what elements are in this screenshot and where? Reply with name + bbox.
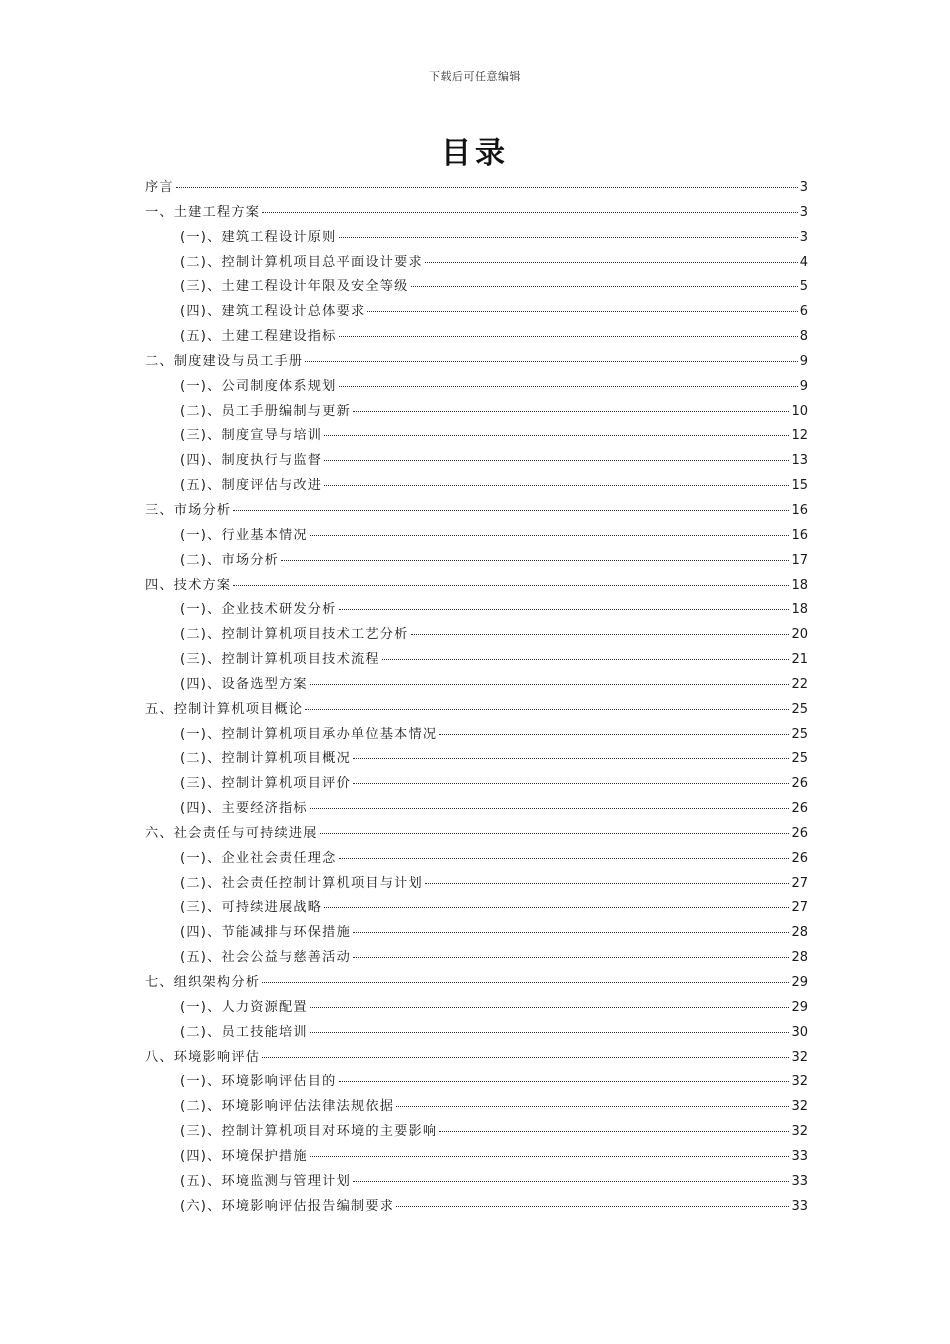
toc-dot-leader — [233, 585, 789, 586]
toc-dot-leader — [324, 460, 789, 461]
toc-entry[interactable] — [145, 921, 808, 946]
toc-entry-page-number: 18 — [791, 602, 808, 618]
toc-entry-page-number: 16 — [791, 527, 808, 543]
toc-entry-title: 八、环境影响评估 — [145, 1049, 261, 1065]
toc-entry-page-number: 6 — [799, 304, 808, 320]
toc-entry[interactable] — [145, 896, 808, 921]
toc-entry[interactable] — [145, 400, 808, 425]
toc-entry-page-number: 28 — [791, 925, 808, 941]
toc-entry[interactable] — [145, 350, 808, 375]
toc-entry-page-number: 29 — [791, 999, 808, 1015]
toc-entry-title: (一)、行业基本情况 — [180, 527, 308, 543]
toc-dot-leader — [382, 659, 790, 660]
toc-entry[interactable] — [145, 375, 808, 400]
toc-dot-leader — [324, 485, 789, 486]
toc-entry[interactable] — [145, 872, 808, 897]
toc-dot-leader — [353, 783, 790, 784]
toc-dot-leader — [339, 1081, 790, 1082]
toc-dot-leader — [353, 411, 790, 412]
toc-entry[interactable] — [145, 275, 808, 300]
table-of-contents — [145, 176, 808, 1219]
toc-entry-page-number: 26 — [791, 825, 808, 841]
header-note: 下载后可任意编辑 — [429, 70, 521, 83]
toc-entry-page-number: 26 — [791, 776, 808, 792]
toc-entry[interactable] — [145, 574, 808, 599]
toc-entry-page-number: 32 — [791, 1124, 808, 1140]
toc-entry[interactable] — [145, 847, 808, 872]
toc-entry[interactable] — [145, 772, 808, 797]
toc-entry[interactable] — [145, 797, 808, 822]
toc-dot-leader — [310, 1156, 790, 1157]
toc-dot-leader — [396, 1106, 789, 1107]
toc-dot-leader — [439, 734, 789, 735]
toc-dot-leader — [396, 1206, 789, 1207]
toc-dot-leader — [262, 982, 789, 983]
toc-entry-page-number: 4 — [799, 254, 808, 270]
toc-entry-title: (五)、环境监测与管理计划 — [180, 1173, 351, 1189]
toc-dot-leader — [339, 609, 790, 610]
toc-entry[interactable] — [145, 201, 808, 226]
toc-entry-page-number: 3 — [799, 180, 808, 195]
toc-entry[interactable] — [145, 723, 808, 748]
toc-entry-page-number: 3 — [799, 229, 808, 245]
toc-entry-title: (四)、节能减排与环保措施 — [180, 925, 351, 941]
toc-dot-leader — [310, 535, 790, 536]
toc-entry-page-number: 30 — [791, 1024, 808, 1040]
toc-entry-title: 五、控制计算机项目概论 — [145, 701, 304, 717]
toc-entry-title: (三)、控制计算机项目对环境的主要影响 — [180, 1124, 438, 1140]
toc-entry[interactable] — [145, 1195, 808, 1220]
toc-entry-title: (四)、环境保护措施 — [180, 1148, 308, 1164]
toc-entry-page-number: 18 — [791, 577, 808, 593]
toc-entry-page-number: 32 — [791, 1099, 808, 1115]
toc-entry-title: (二)、社会责任控制计算机项目与计划 — [180, 875, 423, 891]
toc-dot-leader — [367, 311, 797, 312]
toc-entry-title: (三)、可持续进展战略 — [180, 900, 323, 916]
toc-entry-page-number: 25 — [791, 726, 808, 742]
toc-entry-title: 序言 — [145, 180, 174, 195]
toc-entry[interactable] — [145, 300, 808, 325]
toc-entry-page-number: 17 — [791, 552, 808, 568]
toc-entry-title: (五)、土建工程建设指标 — [180, 329, 337, 345]
toc-dot-leader — [353, 1181, 790, 1182]
toc-dot-leader — [320, 833, 790, 834]
toc-entry[interactable] — [145, 325, 808, 350]
toc-entry[interactable] — [145, 996, 808, 1021]
toc-dot-leader — [425, 883, 790, 884]
toc-entry[interactable] — [145, 1145, 808, 1170]
toc-dot-leader — [305, 361, 797, 362]
toc-entry-page-number: 25 — [791, 751, 808, 767]
toc-entry[interactable] — [145, 1070, 808, 1095]
toc-entry[interactable] — [145, 822, 808, 847]
toc-entry[interactable] — [145, 1170, 808, 1195]
toc-dot-leader — [439, 1131, 789, 1132]
toc-dot-leader — [176, 187, 798, 188]
toc-entry-title: 六、社会责任与可持续进展 — [145, 825, 318, 841]
toc-entry-page-number: 13 — [791, 453, 808, 469]
toc-entry-page-number: 25 — [791, 701, 808, 717]
toc-entry[interactable] — [145, 499, 808, 524]
toc-dot-leader — [262, 212, 798, 213]
toc-entry-page-number: 26 — [791, 801, 808, 817]
toc-entry-title: (一)、环境影响评估目的 — [180, 1074, 337, 1090]
toc-entry-page-number: 9 — [799, 378, 808, 394]
toc-entry[interactable] — [145, 946, 808, 971]
toc-entry-page-number: 26 — [791, 850, 808, 866]
toc-entry-page-number: 33 — [791, 1173, 808, 1189]
toc-entry-title: (二)、环境影响评估法律法规依据 — [180, 1099, 395, 1115]
toc-entry-title: (六)、环境影响评估报告编制要求 — [180, 1198, 395, 1214]
toc-entry-page-number: 8 — [799, 329, 808, 345]
toc-entry-title: (三)、控制计算机项目技术流程 — [180, 652, 380, 668]
toc-entry-title: (三)、制度宣导与培训 — [180, 428, 323, 444]
toc-entry-title: (四)、主要经济指标 — [180, 801, 308, 817]
toc-dot-leader — [339, 858, 790, 859]
toc-entry-title: (二)、控制计算机项目技术工艺分析 — [180, 627, 409, 643]
toc-entry-page-number: 29 — [791, 975, 808, 990]
toc-dot-leader — [233, 510, 789, 511]
toc-entry[interactable] — [145, 971, 808, 996]
toc-entry[interactable] — [145, 524, 808, 549]
toc-entry-title: (一)、人力资源配置 — [180, 999, 308, 1015]
toc-entry[interactable] — [145, 673, 808, 698]
toc-entry-page-number: 12 — [791, 428, 808, 444]
toc-entry-title: (四)、建筑工程设计总体要求 — [180, 304, 366, 320]
toc-dot-leader — [310, 808, 790, 809]
toc-dot-leader — [425, 262, 798, 263]
toc-entry[interactable] — [145, 623, 808, 648]
toc-entry-title: (二)、员工技能培训 — [180, 1024, 308, 1040]
toc-entry-page-number: 3 — [799, 204, 808, 220]
toc-entry-page-number: 27 — [791, 875, 808, 891]
toc-entry[interactable] — [145, 424, 808, 449]
toc-entry[interactable] — [145, 747, 808, 772]
toc-dot-leader — [339, 386, 798, 387]
toc-entry[interactable] — [145, 648, 808, 673]
toc-entry[interactable] — [145, 449, 808, 474]
toc-entry-title: (五)、社会公益与慈善活动 — [180, 950, 351, 966]
toc-entry-title: (四)、设备选型方案 — [180, 676, 308, 692]
toc-dot-leader — [411, 634, 790, 635]
toc-entry-page-number: 27 — [791, 900, 808, 916]
page-title: 目录 — [441, 136, 509, 171]
toc-entry[interactable] — [145, 1046, 808, 1071]
toc-entry-title: 四、技术方案 — [145, 577, 232, 593]
toc-dot-leader — [339, 336, 798, 337]
toc-dot-leader — [310, 1007, 790, 1008]
toc-entry-title: (二)、控制计算机项目总平面设计要求 — [180, 254, 423, 270]
toc-entry[interactable] — [145, 176, 808, 201]
toc-entry-page-number: 15 — [791, 478, 808, 494]
toc-dot-leader — [353, 957, 790, 958]
toc-entry-page-number: 33 — [791, 1148, 808, 1164]
toc-entry-page-number: 10 — [791, 403, 808, 419]
toc-dot-leader — [281, 560, 789, 561]
toc-entry[interactable] — [145, 1021, 808, 1046]
toc-dot-leader — [324, 907, 789, 908]
toc-entry-page-number: 20 — [791, 627, 808, 643]
toc-dot-leader — [305, 709, 789, 710]
toc-entry-title: (一)、企业社会责任理念 — [180, 850, 337, 866]
toc-entry-title: (二)、控制计算机项目概况 — [180, 751, 351, 767]
toc-dot-leader — [411, 286, 798, 287]
toc-entry-page-number: 16 — [791, 502, 808, 518]
toc-entry[interactable] — [145, 1120, 808, 1145]
toc-entry-title: 三、市场分析 — [145, 502, 232, 518]
toc-entry-title: (四)、制度执行与监督 — [180, 453, 323, 469]
toc-entry-title: 七、组织架构分析 — [145, 975, 261, 990]
toc-entry[interactable] — [145, 226, 808, 251]
toc-entry-title: 二、制度建设与员工手册 — [145, 353, 304, 369]
toc-dot-leader — [310, 684, 790, 685]
toc-dot-leader — [353, 758, 790, 759]
toc-entry-title: (一)、公司制度体系规划 — [180, 378, 337, 394]
toc-entry-page-number: 32 — [791, 1049, 808, 1065]
toc-entry-title: 一、土建工程方案 — [145, 204, 261, 220]
toc-entry-page-number: 28 — [791, 950, 808, 966]
toc-entry-page-number: 32 — [791, 1074, 808, 1090]
toc-entry[interactable] — [145, 598, 808, 623]
toc-entry-title: (一)、建筑工程设计原则 — [180, 229, 337, 245]
toc-entry-page-number: 5 — [799, 279, 808, 295]
toc-entry-page-number: 22 — [791, 676, 808, 692]
toc-entry-title: (二)、员工手册编制与更新 — [180, 403, 351, 419]
toc-entry-page-number: 33 — [791, 1198, 808, 1214]
toc-entry[interactable] — [145, 549, 808, 574]
toc-entry-title: (三)、控制计算机项目评价 — [180, 776, 351, 792]
toc-dot-leader — [353, 932, 790, 933]
toc-dot-leader — [339, 237, 798, 238]
toc-entry[interactable] — [145, 698, 808, 723]
toc-dot-leader — [310, 1032, 790, 1033]
toc-entry-title: (三)、土建工程设计年限及安全等级 — [180, 279, 409, 295]
toc-entry[interactable] — [145, 474, 808, 499]
toc-entry[interactable] — [145, 251, 808, 276]
toc-entry-title: (一)、企业技术研发分析 — [180, 602, 337, 618]
toc-entry-title: (二)、市场分析 — [180, 552, 280, 568]
toc-dot-leader — [262, 1057, 789, 1058]
toc-entry-title: (一)、控制计算机项目承办单位基本情况 — [180, 726, 438, 742]
toc-entry-title: (五)、制度评估与改进 — [180, 478, 323, 494]
toc-entry-page-number: 9 — [799, 353, 808, 369]
toc-entry[interactable] — [145, 1095, 808, 1120]
toc-entry-page-number: 21 — [791, 652, 808, 668]
toc-dot-leader — [324, 435, 789, 436]
